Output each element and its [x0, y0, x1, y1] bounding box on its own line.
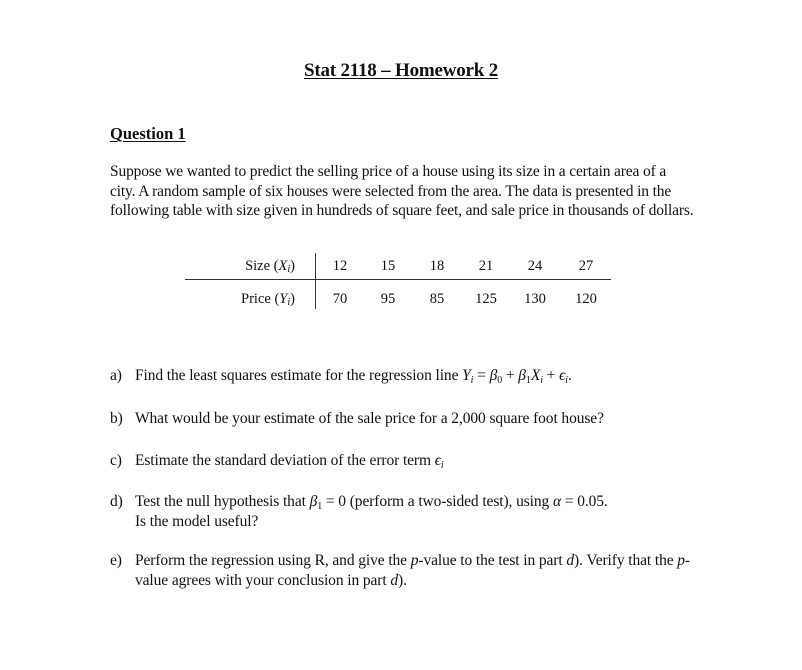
- table-row-label-price: Price (Yi): [241, 291, 295, 308]
- table-cell: 95: [380, 291, 396, 307]
- table-cell: 24: [527, 258, 543, 274]
- part-d-text: Test the null hypothesis that $\beta_1 = 0$ (perform a two-sided test), using α = 0.05. Is the model useful?: [135, 493, 608, 530]
- table-cell: 70: [332, 291, 348, 307]
- table-cell: 130: [524, 291, 546, 307]
- table-cell: 85: [429, 291, 445, 307]
- part-d-label: d): [110, 493, 123, 510]
- table-cell: 21: [478, 258, 494, 274]
- table-row-label-size: Size (Xi): [245, 258, 295, 275]
- part-c-text: Estimate the standard deviation of the error term $\epsilon_i$: [135, 452, 444, 471]
- table-vertical-rule: [315, 253, 316, 309]
- table-horizontal-rule: [185, 279, 611, 280]
- part-e-label: e): [110, 552, 122, 569]
- table-cell: 120: [575, 291, 597, 307]
- question-heading: Question 1: [110, 124, 186, 143]
- part-a-text: Find the least squares estimate for the regression line $Y_i = \beta_0 + \beta_1X_i + \epsilon_i$.: [135, 367, 572, 386]
- part-b-text: What would be your estimate of the sale price for a 2,000 square foot house?: [135, 410, 604, 427]
- table-cell: 12: [332, 258, 348, 274]
- part-a-label: a): [110, 367, 122, 384]
- question-intro: Suppose we wanted to predict the selling price of a house using its size in a certain area of a city. A random sample of six houses were selected from the area. The data is presented in the following table with size given in hundreds of square feet, and sale price in thousands of dollars.: [110, 163, 694, 220]
- table-cell: 18: [429, 258, 445, 274]
- table-cell: 15: [380, 258, 396, 274]
- data-table: [185, 253, 611, 309]
- part-e-text: Perform the regression using R, and give the p-value to the test in part d). Verify that the p-value agrees with your conclusion in part d).: [135, 552, 690, 589]
- part-b-label: b): [110, 410, 123, 427]
- part-c-label: c): [110, 452, 122, 469]
- page-title: Stat 2118 – Homework 2: [303, 60, 499, 81]
- table-cell: 27: [578, 258, 594, 274]
- table-cell: 125: [475, 291, 497, 307]
